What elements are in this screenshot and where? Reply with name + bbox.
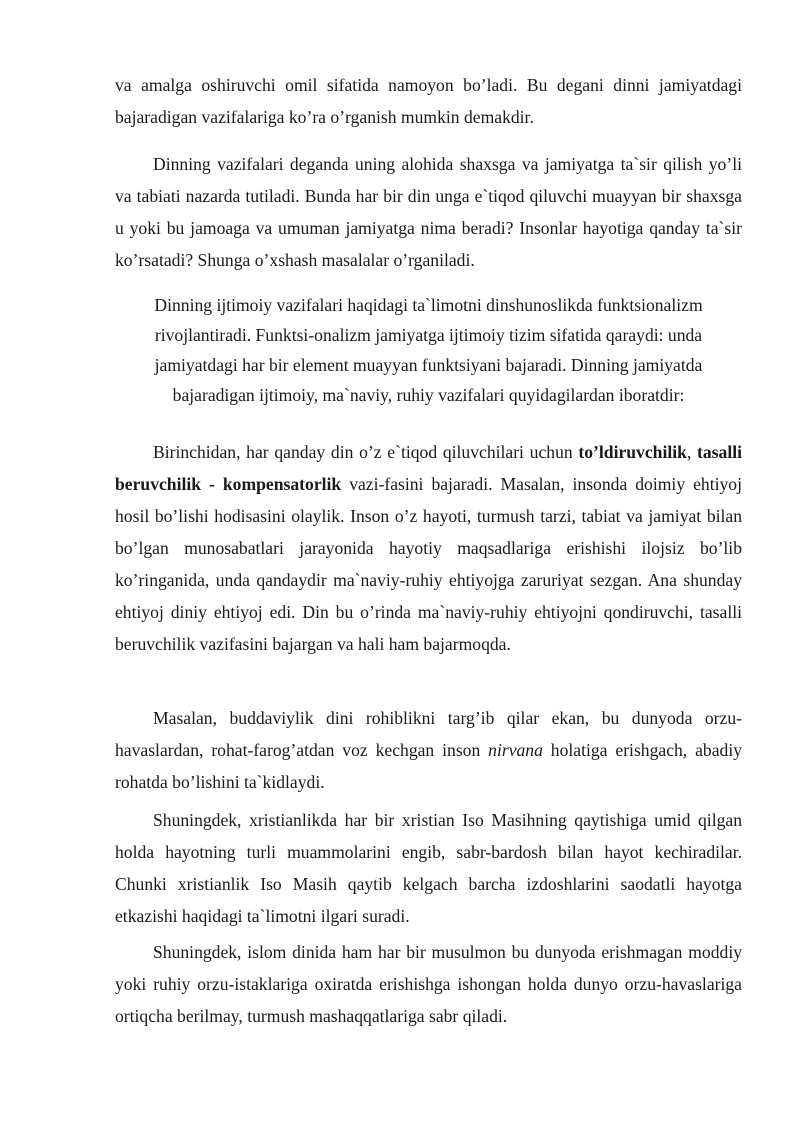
paragraph-5-text-start: Masalan, buddaviylik dini rohiblikni targ’ib qilar ekan, bu dunyoda orzu-havaslardan, rohat-farog’atdan voz kechgan inson xyxy=(115,708,742,760)
paragraph-3-line-1: Dinning ijtimoiy vazifalari haqidagi ta`limotni dinshunoslikda funktsionalizm xyxy=(154,295,703,315)
term-toldiruvchilik: to’ldiruvchilik xyxy=(578,442,687,462)
paragraph-3-centered xyxy=(115,290,742,410)
paragraph-5 xyxy=(115,702,742,798)
paragraph-2: Dinning vazifalari deganda uning alohida shaxsga va jamiyatga ta`sir qilish yo’li va tabiati nazarda tutiladi. Bunda har bir din unga e`tiqod qiluvchi muayyan bir shaxsga u yoki bu jamoaga va umuman jamiyatga nima beradi? Insonlar hayotiga qanday ta`sir ko’rsatadi? Shunga o’xshash masalalar o’rganiladi. xyxy=(115,154,742,270)
paragraph-5-text-end: holatiga erishgach, abadiy rohatda bo’lishini ta`kidlaydi. xyxy=(115,740,742,792)
paragraph-4 xyxy=(115,436,742,660)
paragraph-3-line-4: bajaradigan ijtimoiy, ma`naviy, ruhiy vazifalari quyidagilardan iboratdir: xyxy=(172,385,685,405)
paragraph-4-text-end: vazi-fasini bajaradi. Masalan, insonda doimiy ehtiyoj hosil bo’lishi hodisasini olaylik. Inson o’z hayoti, turmush tarzi, tabiat va jamiyat bilan bo’lgan munosabatlari jarayonida hayotiy maqsadlariga erishishi ilojsiz bo’lib ko’ringanida, unda qandaydir ma`naviy-ruhiy ehtiyojga zaruriyat sezgan. Ana shunday ehtiyoj diniy ehtiyoj edi. Din bu o’rinda ma`naviy-ruhiy ehtiyojni qondiruvchi, tasalli beruvchilik vazifasini bajargan va hali ham bajarmoqda. xyxy=(115,474,742,654)
term-nirvana: nirvana xyxy=(488,740,543,760)
paragraph-1: va amalga oshiruvchi omil sifatida namoyon bo’ladi. Bu degani dinni jamiyatdagi bajaradigan vazifalariga ko’ra o’rganish mumkin demakdir. xyxy=(115,75,742,127)
paragraph-4-text-start: Birinchidan, har qanday din o’z e`tiqod qiluvchilari uchun xyxy=(153,442,579,462)
paragraph-4-separator: , xyxy=(686,442,698,462)
paragraph-3-line-3: jamiyatdagi har bir element muayyan funktsiyani bajaradi. Dinning jamiyatda xyxy=(154,355,703,375)
paragraph-6: Shuningdek, xristianlikda har bir xristian Iso Masihning qaytishiga umid qilgan holda hayotning turli muammolarini engib, sabr-bardosh bilan hayot kechiradilar. Chunki xristianlik Iso Masih qaytib kelgach barcha izdoshlarini saodatli hayotga etkazishi haqidagi ta`limotni ilgari suradi. xyxy=(115,810,742,926)
paragraph-7: Shuningdek, islom dinida ham har bir musulmon bu dunyoda erishmagan moddiy yoki ruhiy orzu-istaklariga oxiratda erishishga ishongan holda dunyo orzu-havaslariga ortiqcha berilmay, turmush mashaqqatlariga sabr qiladi. xyxy=(115,942,742,1026)
paragraph-3-line-2: rivojlantiradi. Funktsi-onalizm jamiyatga ijtimoiy tizim sifatida qaraydi: unda xyxy=(154,325,703,345)
term-kompensatorlik: tasalli beruvchilik - kompensatorlik xyxy=(115,442,742,494)
